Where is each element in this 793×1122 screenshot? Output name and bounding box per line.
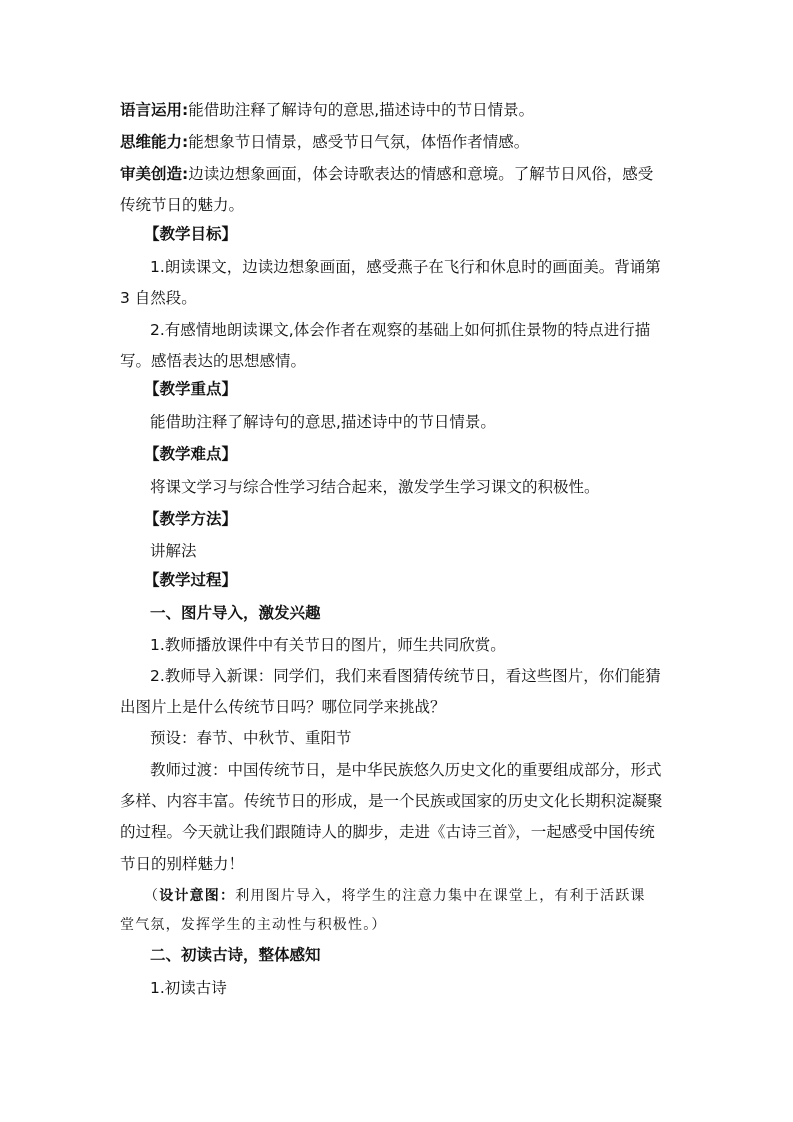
heading-process: 【教学过程】 — [144, 571, 238, 589]
section-1-item-2-line-1: 2.教师导入新课：同学们，我们来看图猜传统节日，看这些图片，你们能猜 — [150, 667, 661, 685]
goal-1-line-2: 3 自然段。 — [120, 289, 197, 307]
goal-1-line-1: 1.朗读课文，边读边想象画面，感受燕子在飞行和休息时的画面美。背诵第 — [150, 258, 661, 276]
heading-methods: 【教学方法】 — [144, 510, 238, 528]
section-1-preset: 预设：春节、中秋节、重阳节 — [150, 729, 352, 747]
objective-thinking-text: 能想象节日情景，感受节日气氛，体悟作者情感。 — [188, 133, 530, 151]
transition-line-1: 教师过渡：中国传统节日，是中华民族悠久历史文化的重要组成部分，形式 — [150, 761, 662, 779]
section-1-title: 一、图片导入，激发兴趣 — [150, 604, 321, 622]
objective-aesthetic-text-1: 边读边想象画面，体会诗歌表达的情感和意境。了解节日风俗，感受 — [188, 165, 654, 183]
objective-thinking-label: 思维能力: — [120, 133, 189, 151]
section-1-item-1: 1.教师播放课件中有关节日的图片，师生共同欣赏。 — [150, 636, 506, 654]
transition-line-4: 节日的别样魅力！ — [120, 855, 245, 873]
objective-language — [120, 99, 680, 121]
goal-2-line-2: 写。感悟表达的思想感情。 — [120, 352, 307, 370]
objective-aesthetic-label: 审美创造: — [120, 165, 189, 183]
heading-key-points: 【教学重点】 — [144, 380, 238, 398]
objective-aesthetic — [120, 163, 680, 185]
objective-language-text: 能借助注释了解诗句的意思,描述诗中的节日情景。 — [188, 101, 535, 119]
difficulties-text: 将课文学习与综合性学习结合起来，激发学生学习课文的积极性。 — [150, 478, 600, 496]
objective-aesthetic-text-2: 传统节日的魅力。 — [120, 196, 245, 214]
section-2-title: 二、初读古诗，整体感知 — [150, 946, 321, 964]
design-note-label: 设计意图： — [159, 888, 236, 904]
heading-difficulties: 【教学难点】 — [144, 445, 238, 463]
transition-line-2: 多样、内容丰富。传统节日的形成，是一个民族或国家的历史文化长期积淀凝聚 — [120, 792, 663, 810]
key-points-text: 能借助注释了解诗句的意思,描述诗中的节日情景。 — [150, 413, 496, 431]
section-1-item-2-line-2: 出图片上是什么传统节日吗？哪位同学来挑战？ — [120, 698, 446, 716]
transition-line-3: 的过程。今天就让我们跟随诗人的脚步，走进《古诗三首》，一起感受中国传统 — [120, 823, 655, 841]
design-note-line-1 — [144, 885, 704, 907]
section-2-item-1: 1.初读古诗 — [150, 979, 227, 997]
design-note-open-paren: （ — [144, 888, 160, 904]
heading-teaching-goals: 【教学目标】 — [144, 225, 238, 243]
objective-thinking — [120, 131, 680, 153]
design-note-text-1: 利用图片导入，将学生的注意力集中在课堂上，有利于活跃课 — [235, 888, 646, 904]
goal-2-line-1: 2.有感情地朗读课文,体会作者在观察的基础上如何抓住景物的特点进行描 — [150, 321, 651, 339]
methods-text: 讲解法 — [150, 542, 197, 560]
design-note-line-2: 堂气氛，发挥学生的主动性与积极性。） — [120, 917, 387, 933]
objective-language-label: 语言运用: — [120, 101, 189, 119]
